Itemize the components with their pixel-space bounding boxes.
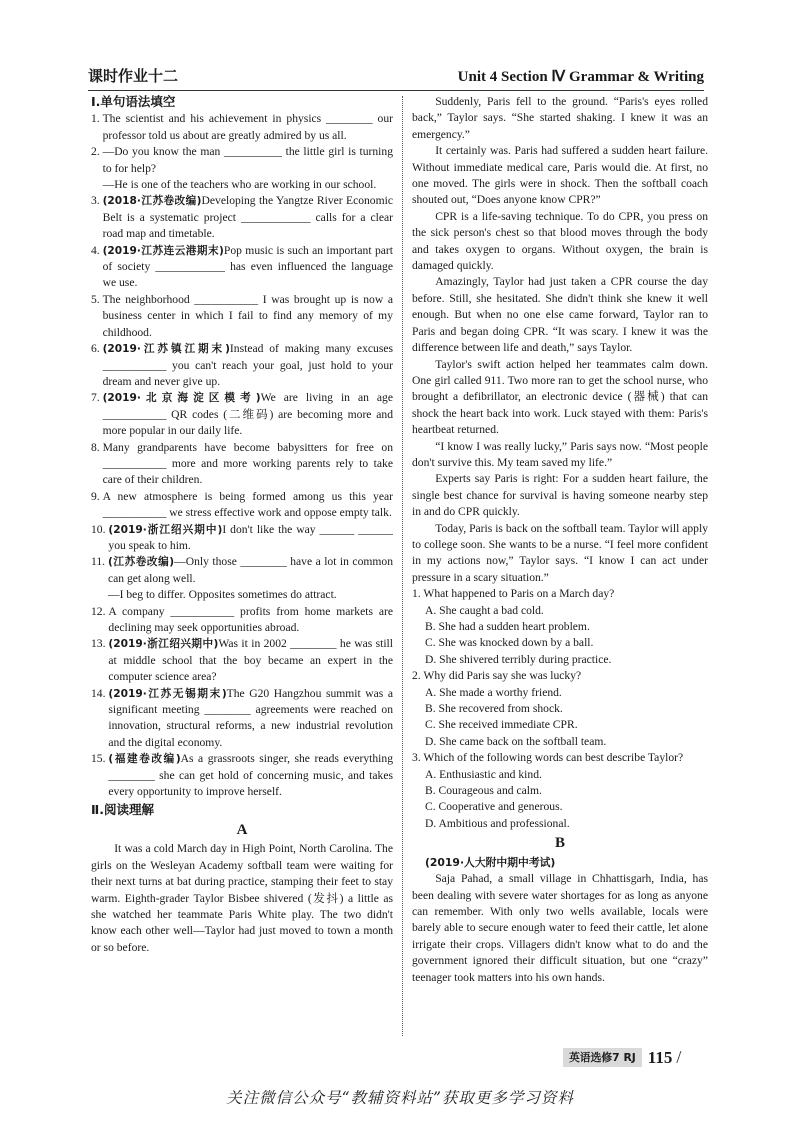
watermark-text: 关注微信公众号“教辅资料站”获取更多学习资料 xyxy=(226,1089,574,1107)
passage-a-right-text xyxy=(412,94,708,586)
passage-b-source: (2019·人大附中期中考试) xyxy=(424,855,556,869)
question-body: We are living in an age ___________ QR codes (二维码) are becoming more and more popular in our daily life. xyxy=(102,391,393,438)
grammar-question xyxy=(91,554,393,603)
question-number: 13. xyxy=(91,637,109,651)
question-body: —Do you know the man __________ the little girl is turning to for help? —He is one of the teachers who are working in our school. xyxy=(102,145,393,192)
question-body: The scientist and his achievement in physics ________ our professor told us about are greatly admired by us all. xyxy=(102,112,393,142)
passage-b-letter: B xyxy=(554,835,565,852)
grammar-question xyxy=(91,144,393,193)
question-number: 14. xyxy=(91,686,109,700)
question-number: 5. xyxy=(91,292,103,306)
passage-paragraph: It was a cold March day in High Point, North Carolina. The girls on the Wesleyan Academy softball team were waiting for their next turns at bat during practice, stamping their feet to stay warm. Eighth-grader Taylor Bisbee shivered (发抖) a little as she watched her teammate Paris White play. The two didn't know each other well—Taylor had just moved to town a month or so before. xyxy=(91,842,393,954)
grammar-question xyxy=(91,292,393,341)
question-number: 8. xyxy=(91,440,103,454)
passage-paragraph: Suddenly, Paris fell to the ground. “Paris's eyes rolled back,” Taylor says. “She started shaking. I knew it was an emergency.” xyxy=(412,95,708,141)
grammar-question xyxy=(91,243,393,292)
question-body: As a grassroots singer, she reads everything ________ she can get hold of concerning music, and takes every opportunity to improve herself. xyxy=(108,752,393,799)
passage-paragraph: Taylor's swift action helped her teammates calm down. One girl called 911. Two more ran to get the school nurse, who brought a defibrillator, an electronic device (器械) that can shock the heart back into work. Luck stayed with them: Paris's heartbeat returned. xyxy=(412,357,708,437)
answer-option: A. She caught a bad cold. xyxy=(425,603,544,617)
question-body: A new atmosphere is being formed among us this year ___________ we stress effective work and oppose empty talk. xyxy=(102,489,393,520)
passage-paragraph: Experts say Paris is right: For a sudden heart failure, the single best chance for survival is having someone nearby step in and do CPR quickly. xyxy=(412,472,708,519)
passage-a-letter: A xyxy=(236,821,248,838)
question-text xyxy=(103,144,393,193)
question-number: 11. xyxy=(91,555,108,569)
page-number: 115 xyxy=(647,1047,673,1067)
grammar-question xyxy=(91,636,393,685)
passage-paragraph: CPR is a life-saving technique. To do CPR, you press on the sick person's chest so that blood moves through the body and takes oxygen to organs. Without oxygen, the brain is damaged quickly. xyxy=(412,209,708,273)
question-number: 7. xyxy=(91,391,103,405)
answer-option: D. She came back on the softball team. xyxy=(425,734,607,748)
question-number: 9. xyxy=(91,489,103,503)
grammar-question xyxy=(91,604,393,637)
grammar-question xyxy=(91,751,393,800)
reading-question-stem: 1. What happened to Paris on a March day? xyxy=(412,587,615,601)
passage-paragraph: Today, Paris is back on the softball team. Taylor will apply to college soon. She wants to be a nurse. “I feel more confident in my actions now,” Taylor says. “I know I can act under pressure in a scary situation.” xyxy=(412,521,708,584)
question-text xyxy=(108,686,393,752)
answer-option: D. Ambitious and professional. xyxy=(425,816,570,830)
question-text xyxy=(103,193,393,242)
section-1-title: Ⅰ.单句语法填空 xyxy=(91,94,176,109)
question-source: (2019·浙江绍兴期中) xyxy=(108,523,223,536)
page-footer xyxy=(563,1047,681,1068)
passage-paragraph: It certainly was. Paris had suffered a sudden heart failure. Without immediate medical care, Paris would die. At first, no one moved. The girls were in shock. Then the softball coach shouted out, “Does anyone know CPR?” xyxy=(412,144,708,207)
question-text xyxy=(108,604,393,637)
grammar-question xyxy=(91,686,393,752)
question-body: Developing the Yangtze River Economic Belt is a systematic project ____________ calls for a clear road map and timetable. xyxy=(102,194,393,241)
unit-section-title: Unit 4 Section Ⅳ Grammar & Writing xyxy=(457,69,704,85)
question-source: (2019·江苏连云港期末) xyxy=(102,244,224,257)
question-number: 10. xyxy=(91,522,109,536)
question-number: 4. xyxy=(91,243,103,257)
grammar-question xyxy=(91,522,393,555)
question-text xyxy=(108,554,393,603)
section-2-title: Ⅱ.阅读理解 xyxy=(91,802,154,818)
passage-a-questions xyxy=(412,586,708,832)
grammar-question xyxy=(91,111,393,144)
question-source: (2018·江苏卷改编) xyxy=(102,195,202,208)
question-source: (2019·江苏无锡期末) xyxy=(108,687,227,700)
question-body: —Only those ________ have a lot in common can get along well. —I beg to differ. Opposites sometimes do attract. xyxy=(107,555,394,602)
grammar-question xyxy=(91,440,393,489)
passage-b-paragraph: Saja Pahad, a small village in Chhattisgarh, India, has been dealing with severe water shortages for as long as anyone can remember. With only two wells available, locals were barely able to secure enough water to feed their cattle, let alone irrigate their crops. Villagers didn't know what to do and the government ignored their difficult situation, but one “crazy” teenager took matters into his own hands. xyxy=(412,872,708,984)
question-number: 1. xyxy=(91,112,103,126)
question-body: I don't like the way ______ ______ you speak to him. xyxy=(108,522,393,552)
question-source: (江苏卷改编) xyxy=(107,556,175,569)
question-body: A company ___________ profits from home markets are declining may seek opportunities abroad. xyxy=(108,604,393,634)
question-body: Many grandparents have become babysitters for free on ___________ more and more working parents rely to take care of their children. xyxy=(102,440,393,487)
question-number: 15. xyxy=(91,752,109,766)
question-body: Pop music is such an important part of society ____________ has even influenced the language we use. xyxy=(102,243,393,290)
question-body: Was it in 2002 ________ he was still at middle school that the boy became an expert in the computer science area? xyxy=(108,637,393,684)
question-text xyxy=(108,522,393,555)
passage-paragraph: Amazingly, Taylor had just taken a CPR course the day before. Still, she hesitated. She didn't think she knew it well enough. But when no one else came forward, Taylor ran to Paris and began doing CPR. “It was scary. I knew it was the difference between life and death,” says Taylor. xyxy=(412,275,708,355)
grammar-question-list xyxy=(91,111,393,800)
question-text xyxy=(103,440,393,489)
book-label: 英语选修7 RJ xyxy=(563,1048,642,1067)
question-text xyxy=(103,390,393,439)
reading-question-stem: 3. Which of the following words can best describe Taylor? xyxy=(412,751,684,765)
right-column xyxy=(412,94,708,986)
assignment-title: 课时作业十二 xyxy=(88,67,179,85)
passage-paragraph: “I know I was really lucky,” Paris says now. “Most people don't survive this. My team saved my life.” xyxy=(412,439,708,469)
question-text xyxy=(103,341,393,390)
question-text xyxy=(103,292,393,341)
question-body: The neighborhood ___________ I was brought up is now a business center in which I fail to find any memory of my childhood. xyxy=(102,292,393,339)
question-source: (福建卷改编) xyxy=(108,753,181,766)
answer-option: C. Cooperative and generous. xyxy=(425,800,563,814)
answer-option: B. She had a sudden heart problem. xyxy=(425,620,590,633)
question-source: (2019·江苏镇江期末) xyxy=(102,343,230,356)
grammar-question xyxy=(91,193,393,242)
answer-option: C. She received immediate CPR. xyxy=(425,718,578,732)
column-divider xyxy=(402,96,403,1036)
question-number: 2. xyxy=(91,145,103,159)
grammar-question xyxy=(91,489,393,522)
reading-question-stem: 2. Why did Paris say she was lucky? xyxy=(412,669,582,683)
answer-option: A. She made a worthy friend. xyxy=(425,685,562,699)
question-text xyxy=(108,636,393,685)
answer-option: D. She shivered terribly during practice. xyxy=(425,652,612,666)
passage-a-left-text xyxy=(91,841,393,956)
grammar-question xyxy=(91,341,393,390)
decorative-slash: / xyxy=(676,1047,682,1067)
question-source: (2019·北京海淀区模考) xyxy=(102,392,261,405)
question-text xyxy=(103,111,393,144)
page-header xyxy=(88,58,704,91)
question-source: (2019·浙江绍兴期中) xyxy=(108,638,219,651)
left-column xyxy=(91,94,393,956)
question-body: The G20 Hangzhou summit was a significant meeting ________ agreements were reached on innovation, structural reforms, a new industrial revolution and the digital economy. xyxy=(108,686,393,749)
question-number: 6. xyxy=(91,342,103,356)
answer-option: B. Courageous and calm. xyxy=(425,784,542,798)
answer-option: B. She recovered from shock. xyxy=(425,702,563,716)
question-text xyxy=(103,243,393,292)
answer-option: C. She was knocked down by a ball. xyxy=(425,636,594,650)
question-text xyxy=(103,489,393,522)
grammar-question xyxy=(91,390,393,439)
question-number: 3. xyxy=(91,194,103,208)
question-text xyxy=(108,751,393,800)
question-number: 12. xyxy=(91,604,109,618)
question-body: Instead of making many excuses ___________ you can't reach your goal, just hold to your dream and never give up. xyxy=(102,342,393,388)
answer-option: A. Enthusiastic and kind. xyxy=(425,767,542,781)
